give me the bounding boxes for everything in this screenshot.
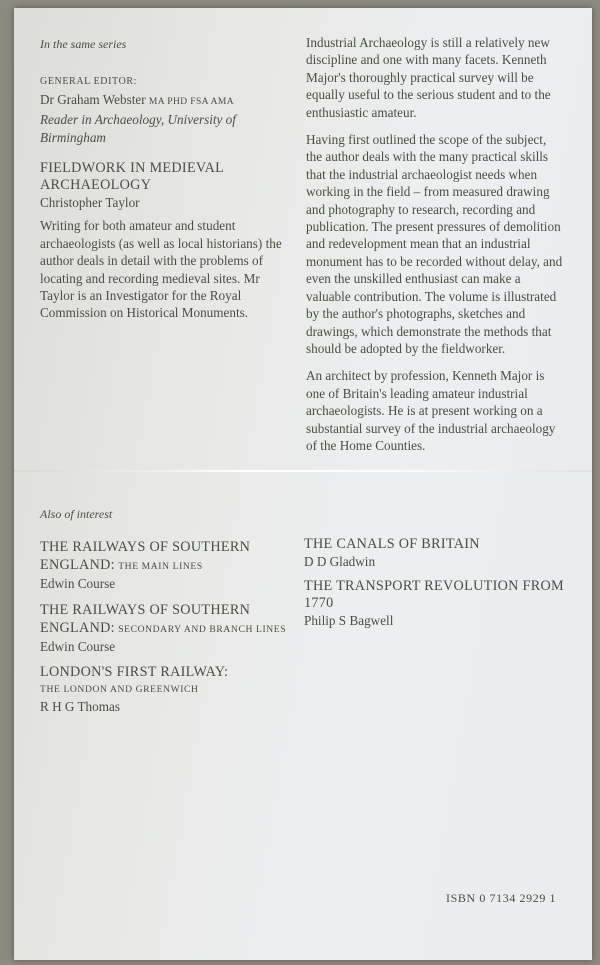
featured-book-title: FIELDWORK IN MEDIEVAL ARCHAEOLOGY bbox=[40, 160, 224, 194]
related-book-author: Philip S Bagwell bbox=[304, 613, 394, 629]
related-book bbox=[40, 538, 300, 593]
related-book-subtitle: THE MAIN LINES bbox=[118, 561, 203, 572]
related-book-subtitle: SECONDARY AND BRANCH LINES bbox=[118, 623, 287, 635]
also-of-interest-label: Also of interest bbox=[40, 507, 113, 521]
related-book-subtitle: THE LONDON AND GREENWICH bbox=[40, 683, 199, 695]
editor-label: GENERAL EDITOR: bbox=[40, 76, 138, 88]
related-book bbox=[40, 601, 300, 656]
related-book-title: THE RAILWAYS OF SOUTHERN ENGLAND: bbox=[40, 539, 251, 573]
related-book-title: THE RAILWAYS OF SOUTHERN ENGLAND: bbox=[40, 601, 251, 636]
featured-book-blurb: Writing for both amateur and student archaeologists (as well as local historians) the author deals in detail with the problems of locating and recording medieval sites. Mr Taylor is an Investigator for the Royal Commission on Historical Monuments. bbox=[40, 218, 282, 321]
related-book-author: R H G Thomas bbox=[40, 699, 120, 715]
author-bio-paragraph: An architect by profession, Kenneth Major is one of Britain's leading amateur industrial archaeologists. He is at present working on a substantial survey of the industrial archaeology of the Home Counties. bbox=[306, 368, 556, 453]
right-column bbox=[306, 34, 564, 464]
description-paragraph-2: Having first outlined the scope of the subject, the author deals with the many practical skills that the industrial archaeologist needs when working in the field – from measured drawing and photography to research, recording and publication. The present pressures of demolition and redevelopment mean that an industrial monument has to be recorded without delay, and even the unskilled enthusiast can make a valuable contribution. The volume is illustrated by the author's photographs, sketches and drawings, which demonstrate the methods that should be adopted by the fieldworker. bbox=[306, 132, 563, 356]
related-book-title: THE CANALS OF BRITAIN bbox=[304, 536, 480, 552]
related-book bbox=[304, 536, 564, 570]
related-book bbox=[304, 578, 564, 629]
related-books-left bbox=[40, 538, 300, 723]
related-book-author: D D Gladwin bbox=[304, 554, 376, 569]
editor-degrees: MA PHD FSA AMA bbox=[148, 96, 234, 107]
editor-name-line bbox=[40, 91, 288, 111]
related-book-title: LONDON'S FIRST RAILWAY: bbox=[40, 663, 229, 680]
related-book bbox=[40, 664, 300, 716]
editor-position: Reader in Archaeology, University of Birmingham bbox=[40, 112, 236, 145]
back-cover bbox=[14, 8, 592, 960]
left-column bbox=[40, 36, 288, 332]
related-book-title: THE TRANSPORT REVOLUTION FROM 1770 bbox=[304, 578, 564, 612]
editor-name: Dr Graham Webster bbox=[40, 91, 146, 107]
related-book-author: Edwin Course bbox=[40, 576, 116, 592]
related-book-author: Edwin Course bbox=[40, 639, 116, 655]
isbn: ISBN 0 7134 2929 1 bbox=[446, 891, 557, 905]
related-books-right bbox=[304, 536, 564, 638]
description-paragraph-1: Industrial Archaeology is still a relatively new discipline and one with many facets. Kenneth Major's thoroughly practical survey will be equally useful to the serious student and to the enthusiastic amateur. bbox=[306, 35, 551, 120]
series-label: In the same series bbox=[40, 37, 127, 51]
featured-book-author: Christopher Taylor bbox=[40, 195, 140, 211]
section-divider bbox=[14, 470, 592, 472]
